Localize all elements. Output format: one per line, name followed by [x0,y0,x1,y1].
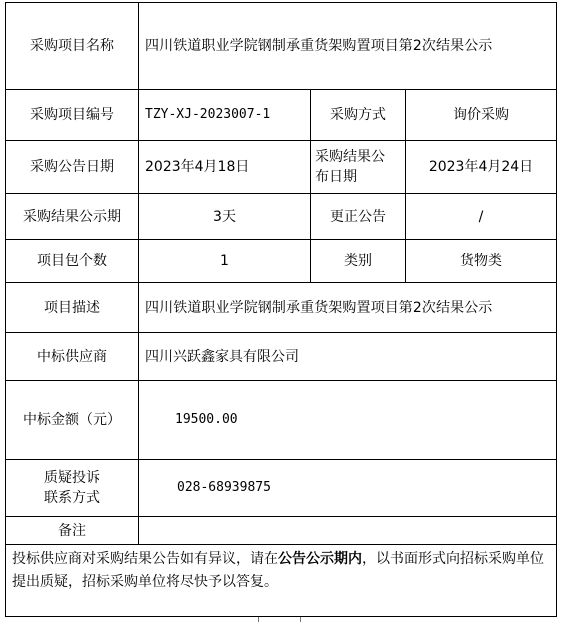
contact-value: 028-68939875 [177,480,271,495]
project-name-label: 采购项目名称 [30,38,114,54]
notice-text-1: 投标供应商对采购结果公告如有异议，请在 [12,551,278,567]
objection-notice [12,548,556,594]
table-border [5,616,557,617]
result-date-label-line1: 采购结果公 [315,149,385,165]
remark-value [139,517,556,544]
remark-label: 备注 [58,522,86,539]
table-border-stub [258,617,259,622]
correction-notice-label: 更正公告 [330,208,386,225]
procurement-method-label: 采购方式 [330,107,386,123]
category-value: 货物类 [460,253,502,269]
table-border [5,544,557,545]
notice-date-label: 采购公告日期 [30,159,114,175]
notice-emphasis: 公告公示期内 [278,551,362,567]
correction-notice-value: / [478,208,484,225]
category-label: 类别 [344,253,372,269]
table-border-stub [300,617,301,622]
procurement-method-value: 询价采购 [453,107,509,123]
project-name-value: 四川铁道职业学院钢制承重货架购置项目第2次结果公示 [145,38,493,54]
supplier-value: 四川兴跃鑫家具有限公司 [145,348,299,365]
supplier-label: 中标供应商 [37,348,107,365]
table-border [556,2,557,617]
description-value: 四川铁道职业学院钢制承重货架购置项目第2次结果公示 [145,299,493,316]
result-date-label [311,141,405,193]
project-code-value: TZY-XJ-2023007-1 [145,107,271,122]
description-label: 项目描述 [44,299,100,316]
contact-label-line2: 联系方式 [44,490,100,506]
project-code-label: 采购项目编号 [30,107,114,123]
result-date-value: 2023年4月24日 [428,159,534,175]
amount-value: 19500.00 [175,412,238,427]
amount-label: 中标金额（元） [23,412,121,428]
result-period-label: 采购结果公示期 [23,208,121,225]
result-date-label-line2: 布日期 [315,169,357,185]
contact-label-line1: 质疑投诉 [44,470,100,486]
contact-label [6,460,138,516]
notice-date-value: 2023年4月18日 [145,159,250,175]
notice-text-2: ，以书面形式向招标采购单位提出质疑，招标采购单位将尽快予以答复。 [12,551,544,590]
package-count-value: 1 [220,253,229,269]
result-period-value: 3天 [213,208,236,225]
package-count-label: 项目包个数 [37,253,107,269]
